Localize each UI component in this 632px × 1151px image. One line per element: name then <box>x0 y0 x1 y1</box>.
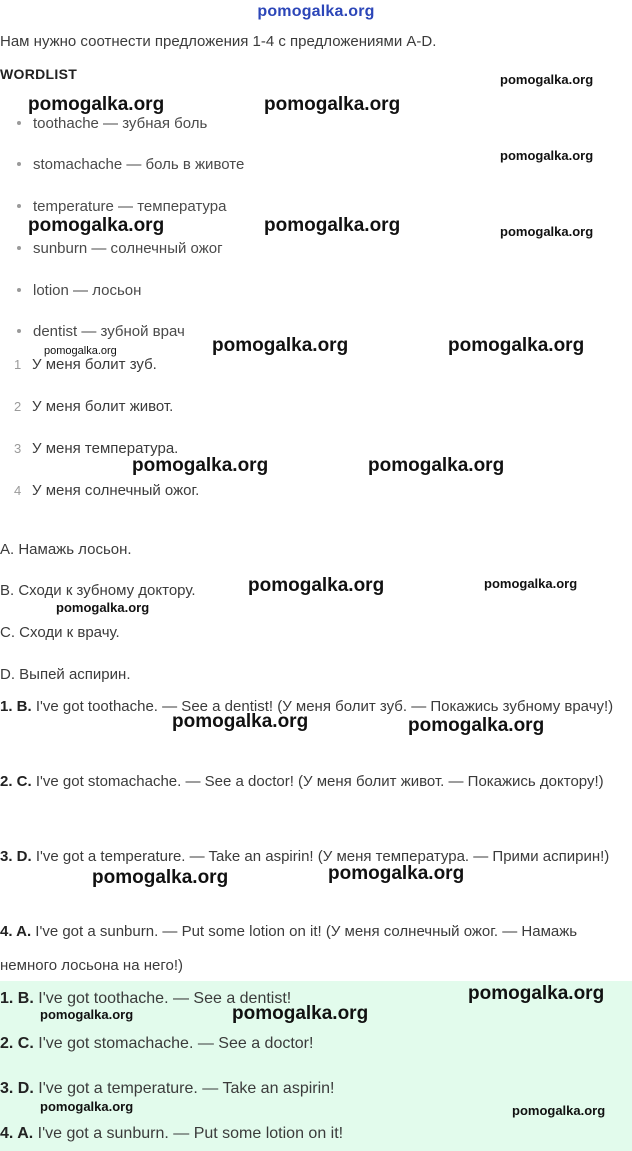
summary-item: 1. B. I've got toothache. — See a dentist! <box>0 990 292 1007</box>
answer-item: 3. D. I've got a temperature. — Take an aspirin! (У меня температура. — Прими аспирин!) <box>0 848 610 865</box>
answer-key: 3. D. <box>0 848 32 865</box>
option-item: D. Выпей аспирин. <box>0 666 131 683</box>
watermark: pomogalka.org <box>264 94 401 115</box>
watermark: pomogalka.org <box>408 715 545 736</box>
summary-item: 4. A. I've got a sunburn. — Put some lotion on it! <box>0 1125 344 1142</box>
option-item: B. Сходи к зубному доктору. <box>0 582 196 599</box>
watermark: pomogalka.org <box>500 72 594 87</box>
answer-item: 1. B. I've got toothache. — See a dentist! (У меня болит зуб. — Покажись зубному врачу!) <box>0 698 614 715</box>
site-header-link[interactable]: pomogalka.org <box>257 3 375 20</box>
wordlist-item: lotion — лосьон <box>17 282 141 299</box>
watermark: pomogalka.org <box>512 1103 606 1118</box>
watermark: pomogalka.org <box>448 335 585 356</box>
bullet-dot-icon <box>17 329 21 333</box>
answer-key: 4. A. <box>0 923 32 940</box>
sentence-item: 3 У меня температура. <box>14 440 179 457</box>
answer-item: 4. A. I've got a sunburn. — Put some lotion on it! (У меня солнечный ожог. — Намажь немного лосьона на него!) <box>0 923 578 974</box>
bullet-dot-icon <box>17 204 21 208</box>
wordlist-item: toothache — зубная боль <box>17 115 207 132</box>
answer-item: 2. C. I've got stomachache. — See a doctor! (У меня болит живот. — Покажись доктору!) <box>0 773 604 790</box>
answer-key: 2. C. <box>0 773 32 790</box>
watermark: pomogalka.org <box>44 345 117 357</box>
wordlist-item: temperature — температура <box>17 198 226 215</box>
wordlist-item: sunburn — солнечный ожог <box>17 240 223 257</box>
wordlist-item: dentist — зубной врач <box>17 323 185 340</box>
sentence-item: 1 У меня болит зуб. <box>14 356 157 373</box>
watermark: pomogalka.org <box>132 455 269 476</box>
watermark: pomogalka.org <box>328 863 465 884</box>
bullet-dot-icon <box>17 288 21 292</box>
watermark: pomogalka.org <box>92 867 229 888</box>
option-item: A. Намажь лосьон. <box>0 541 132 558</box>
summary-item: 2. C. I've got stomachache. — See a doctor! <box>0 1035 314 1052</box>
summary-item: 3. D. I've got a temperature. — Take an aspirin! <box>0 1080 335 1097</box>
wordlist-heading: WORDLIST <box>0 66 78 82</box>
bullet-dot-icon <box>17 162 21 166</box>
option-item: C. Сходи к врачу. <box>0 624 120 641</box>
bullet-dot-icon <box>17 246 21 250</box>
watermark: pomogalka.org <box>500 224 594 239</box>
sentence-item: 2 У меня болит живот. <box>14 398 174 415</box>
watermark: pomogalka.org <box>468 983 605 1004</box>
bullet-dot-icon <box>17 121 21 125</box>
watermark: pomogalka.org <box>28 215 165 236</box>
watermark: pomogalka.org <box>500 148 594 163</box>
wordlist-item: stomachache — боль в животе <box>17 156 244 173</box>
watermark: pomogalka.org <box>368 455 505 476</box>
answer-key: 1. B. <box>0 698 32 715</box>
watermark: pomogalka.org <box>232 1003 369 1024</box>
task-intro: Нам нужно соотнести предложения 1-4 с предложениями A-D. <box>0 33 437 50</box>
watermark: pomogalka.org <box>264 215 401 236</box>
watermark: pomogalka.org <box>40 1007 134 1022</box>
watermark: pomogalka.org <box>172 711 309 732</box>
watermark: pomogalka.org <box>484 576 578 591</box>
watermark: pomogalka.org <box>56 600 150 615</box>
watermark: pomogalka.org <box>40 1099 134 1114</box>
sentence-item: 4 У меня солнечный ожог. <box>14 482 200 499</box>
watermark: pomogalka.org <box>248 575 385 596</box>
watermark: pomogalka.org <box>28 94 165 115</box>
watermark: pomogalka.org <box>212 335 349 356</box>
